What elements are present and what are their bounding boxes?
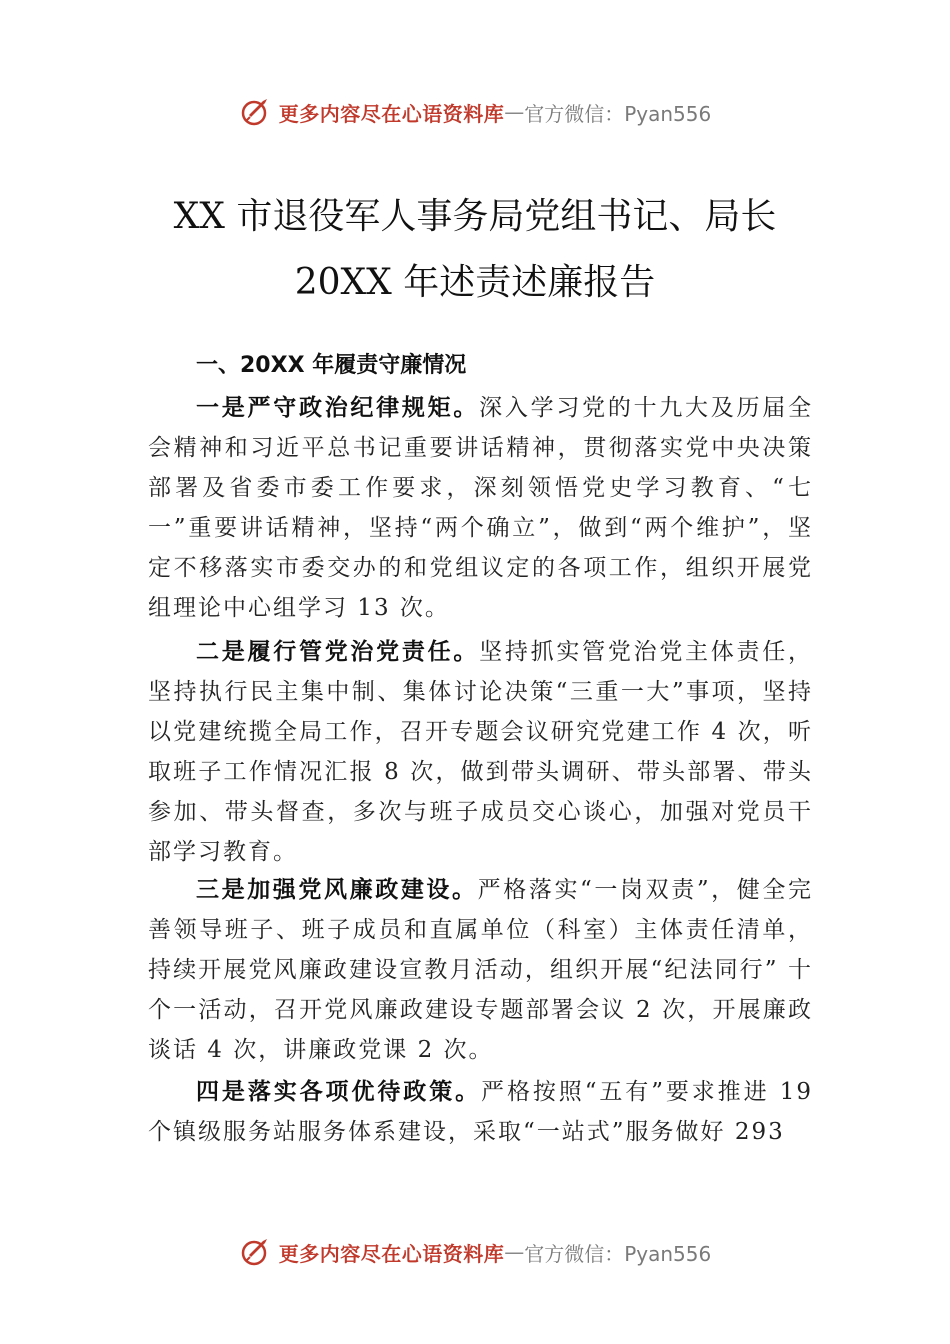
paragraph-body: 坚持抓实管党治党主体责任，坚持执行民主集中制、集体讨论决策“三重一大”事项，坚持以党建统揽全局工作，召开专题会议研究党建工作 4 次，听取班子工作情况汇报 8 次，做到带头调研、带头部署、带头参加、带头督查，多次与班子成员交心谈心，加强对党员干部学习教育。	[148, 639, 814, 865]
quill-logo-icon	[239, 95, 273, 129]
paragraph-4	[148, 1072, 813, 1152]
quill-logo-icon	[239, 1235, 273, 1269]
document-title-line-1: XX 市退役军人事务局党组书记、局长	[173, 196, 777, 237]
document-title-line-2: 20XX 年述责述廉报告	[294, 262, 656, 303]
section-heading: 一、20XX 年履责守廉情况	[196, 353, 467, 378]
watermark-red-text: 更多内容尽在心语资料库	[278, 101, 505, 126]
watermark-dash: —	[504, 1240, 525, 1264]
watermark-wechat-text: 官方微信：Pyan556	[524, 101, 712, 126]
paragraph-lead: 一是严守政治纪律规矩。	[196, 394, 480, 421]
paragraph-body: 严格按照“五有”要求推进 19 个镇级服务站服务体系建设，采取“一站式”服务做好 293	[148, 1079, 813, 1145]
watermark-dash: —	[504, 100, 525, 124]
paragraph-lead: 二是履行管党治党责任。	[196, 638, 480, 665]
paragraph-body: 严格落实“一岗双责”，健全完善领导班子、班子成员和直属单位（科室）主体责任清单， 持续开展党风廉政建设宣教月活动，组织开展“纪法同行” 十个一活动，召开党风廉政建设专题部署会议 2 次，开展廉政谈话 4 次，讲廉政党课 2 次。	[148, 877, 813, 1063]
paragraph-3	[148, 870, 813, 1070]
paragraph-body: 深入学习党的十九大及历届全会精神和习近平总书记重要讲话精神，贯彻落实党中央决策部署及省委市委工作要求，深刻领悟党史学习教育、“七一”重要讲话精神，坚持“两个确立”，做到“两个维护”，坚定不移落实市委交办的和党组议定的各项工作，组织开展党组理论中心组学习 13 次。	[148, 395, 814, 621]
paragraph-2	[148, 632, 813, 872]
paragraph-lead: 三是加强党风廉政建设。	[196, 876, 478, 903]
paragraph-lead: 四是落实各项优待政策。	[196, 1078, 482, 1105]
watermark-wechat-text: 官方微信：Pyan556	[524, 1241, 712, 1266]
watermark-red-text: 更多内容尽在心语资料库	[278, 1241, 505, 1266]
watermark-header	[0, 92, 950, 132]
watermark-footer	[0, 1232, 950, 1272]
paragraph-1	[148, 388, 813, 628]
